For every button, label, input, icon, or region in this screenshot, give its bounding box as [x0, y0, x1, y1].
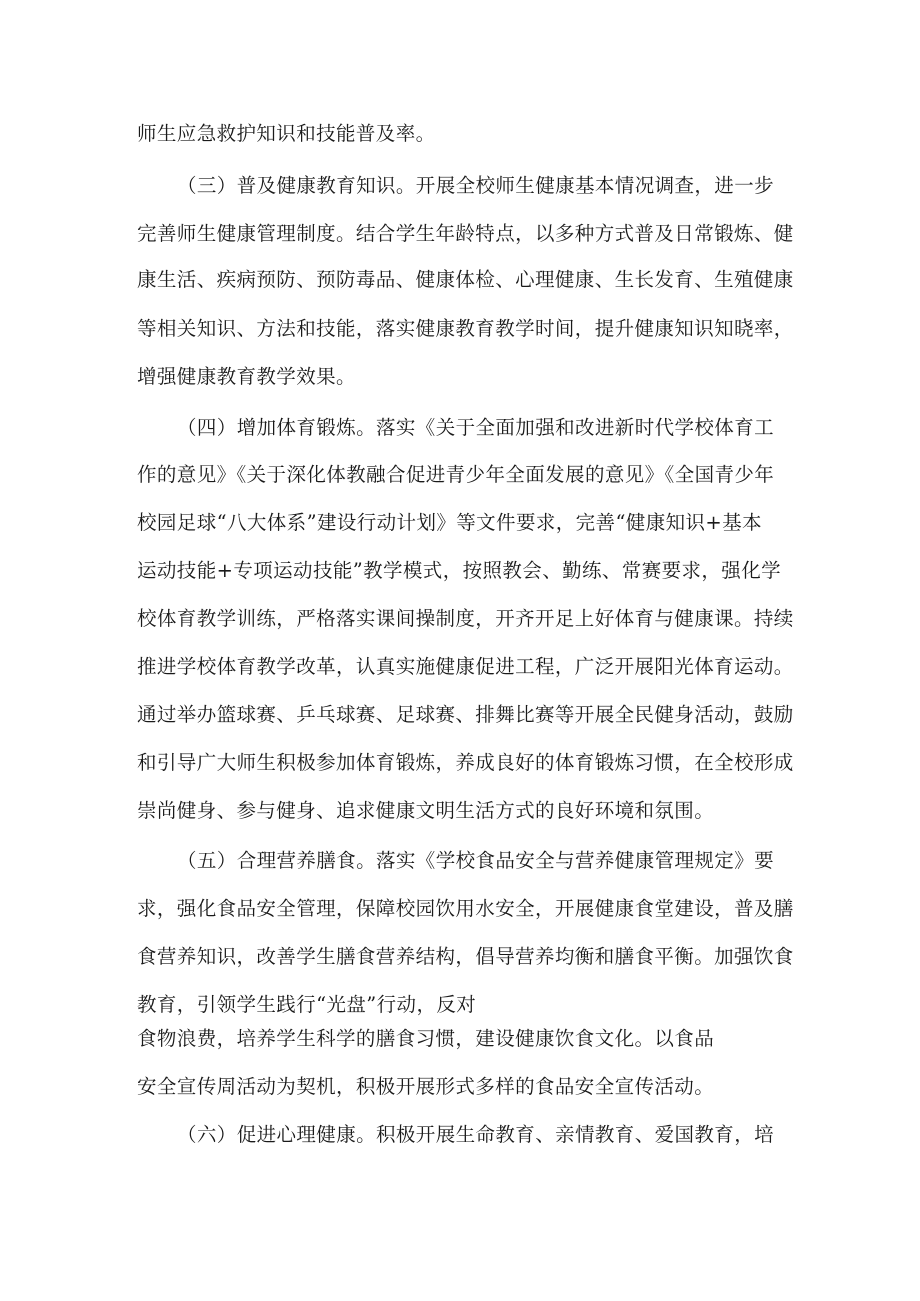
text-line: 安全宣传周活动为契机，积极开展形式多样的食品安全宣传活动。: [137, 1075, 715, 1098]
text-line: 和引导广大师生积极参加体育锻炼，养成良好的体育锻炼习惯，在全校形成: [137, 751, 794, 774]
text-line: （六）促进心理健康。积极开展生命教育、亲情教育、爱国教育，培: [177, 1123, 775, 1146]
text-line: 校体育教学训练，严格落实课间操制度，开齐开足上好体育与健康课。持续: [137, 607, 794, 630]
text-line: 增强健康教育教学效果。: [137, 365, 356, 388]
text-line: 食物浪费，培养学生科学的膳食习惯，建设健康饮食文化。以食品: [137, 1027, 715, 1050]
text-line: 通过举办篮球赛、乒乓球赛、足球赛、排舞比赛等开展全民健身活动，鼓励: [137, 703, 794, 726]
text-line: 康生活、疾病预防、预防毒品、健康体检、心理健康、生长发育、生殖健康: [137, 268, 794, 291]
text-line: 校园足球“八大体系”建设行动计划》等文件要求，完善“健康知识+基本: [137, 511, 762, 534]
text-line: 食营养知识，改善学生膳食营养结构，倡导营养均衡和膳食平衡。加强饮食: [137, 945, 794, 968]
text-line: 师生应急救护知识和技能普及率。: [137, 122, 436, 145]
text-line: （四）增加体育锻炼。落实《关于全面加强和改进新时代学校体育工: [177, 416, 775, 439]
text-line: 完善师生健康管理制度。结合学生年龄特点，以多种方式普及日常锻炼、健: [137, 222, 794, 245]
text-line: 推进学校体育教学改革，认真实施健康促进工程，广泛开展阳光体育运动。: [137, 655, 794, 678]
text-line: 作的意见》《关于深化体教融合促进青少年全面发展的意见》《全国青少年: [137, 463, 775, 486]
text-line: 等相关知识、方法和技能，落实健康教育教学时间，提升健康知识知晓率，: [137, 317, 794, 340]
text-line: 运动技能+专项运动技能”教学模式，按照教会、勤练、常赛要求，强化学: [137, 559, 782, 582]
text-line: 崇尚健身、参与健身、追求健康文明生活方式的良好环境和氛围。: [137, 799, 715, 822]
text-line: （五）合理营养膳食。落实《学校食品安全与营养健康管理规定》要: [177, 849, 775, 872]
text-line: 教育，引领学生践行“光盘”行动，反对: [137, 993, 477, 1016]
text-line: （三）普及健康教育知识。开展全校师生健康基本情况调查，进一步: [177, 174, 775, 197]
text-line: 求，强化食品安全管理，保障校园饮用水安全，开展健康食堂建设，普及膳: [137, 897, 794, 920]
